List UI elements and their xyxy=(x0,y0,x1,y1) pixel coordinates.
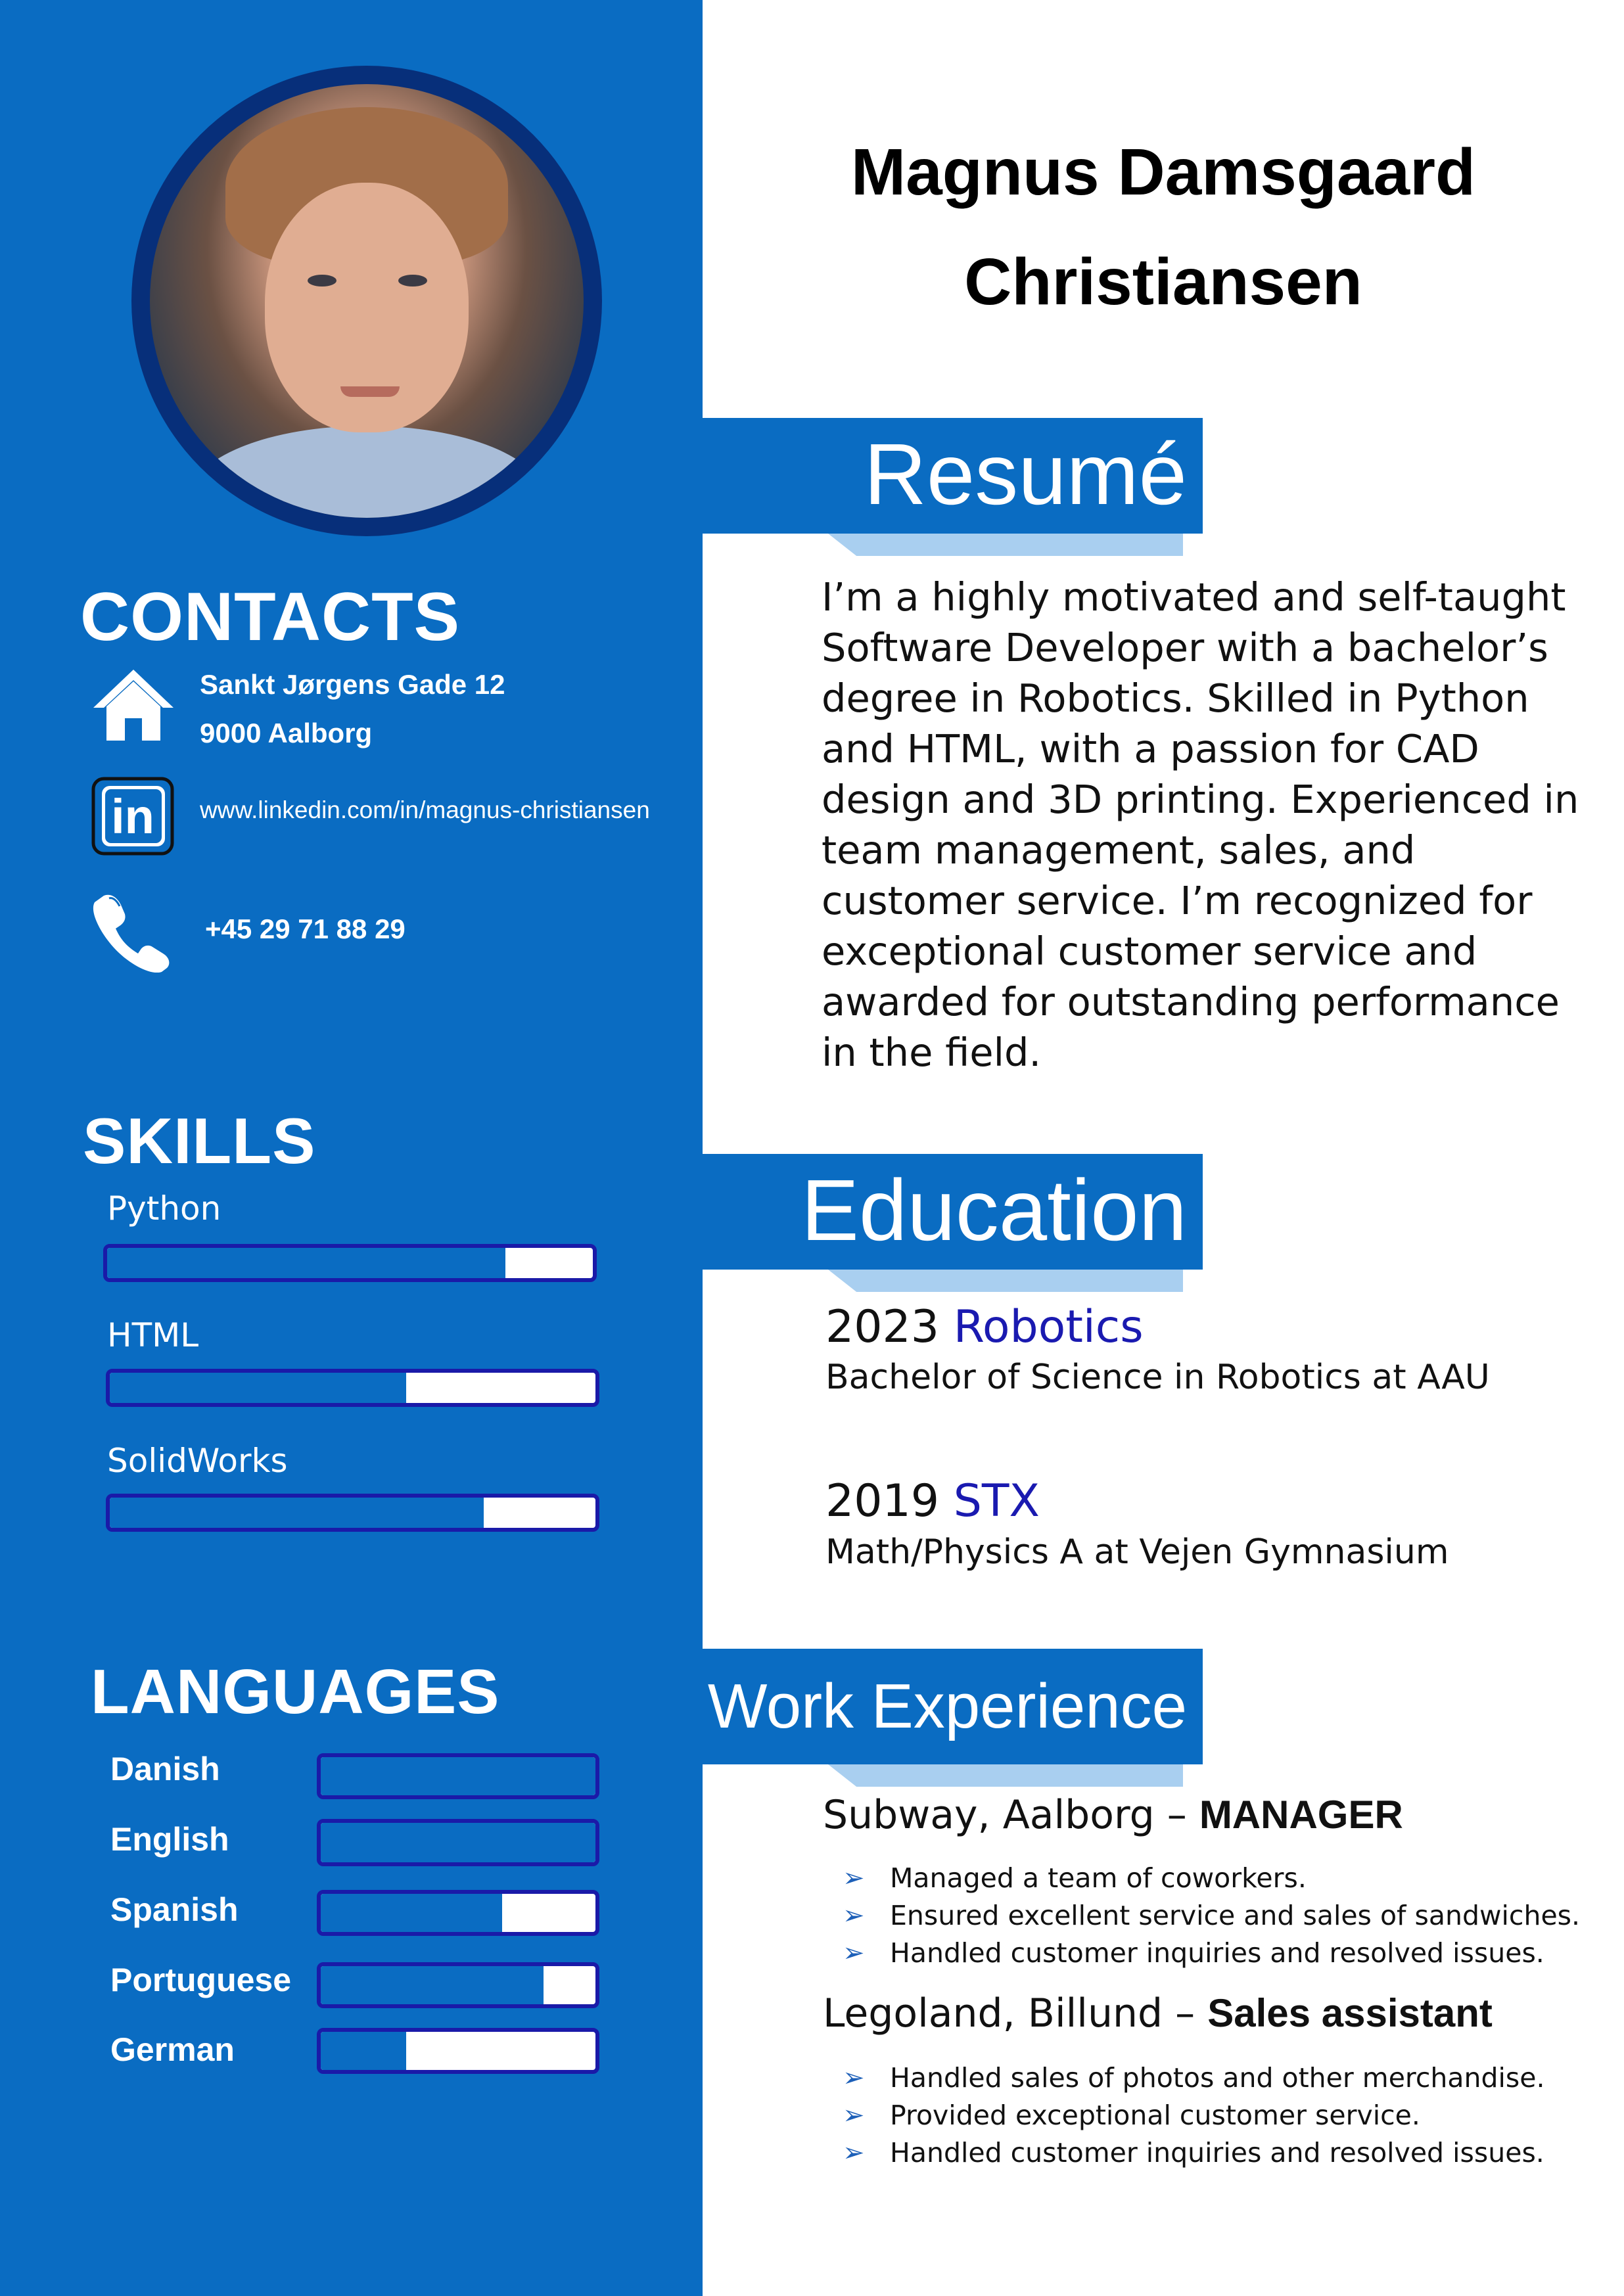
resume-tab-shadow xyxy=(828,534,1183,556)
language-label-danish: Danish xyxy=(110,1751,220,1787)
resume-line: and HTML, with a passion for CAD xyxy=(822,726,1479,771)
language-bar-english xyxy=(317,1819,599,1866)
education-detail-2: Math/Physics A at Vejen Gymnasium xyxy=(825,1532,1449,1572)
linkedin-icon[interactable] xyxy=(91,777,174,856)
education-entry-1 xyxy=(825,1295,1144,1360)
work-heading-text: Work Experience xyxy=(707,1671,1187,1741)
arrow-bullet-icon: ➢ xyxy=(843,1938,865,1968)
contacts-heading: CONTACTS xyxy=(80,579,461,655)
resume-heading-text: Resumé xyxy=(864,426,1187,522)
job-bullet: ➢ Provided exceptional customer service. xyxy=(843,2097,1618,2134)
job-bullet: ➢ Handled customer inquiries and resolved issues. xyxy=(843,2134,1618,2172)
address-line-2: 9000 Aalborg xyxy=(200,718,373,748)
education-title: STX xyxy=(953,1475,1040,1527)
arrow-bullet-icon: ➢ xyxy=(843,2063,865,2093)
skill-bar-fill xyxy=(110,1498,484,1528)
resume-summary xyxy=(822,572,1610,1078)
job-bullets-2 xyxy=(843,2059,1618,2172)
linkedin-url[interactable]: www.linkedin.com/in/magnus-christiansen xyxy=(200,796,650,823)
job-place: Legoland, Billund – xyxy=(823,1990,1195,2036)
job-bullet: ➢ Handled sales of photos and other merchandise. xyxy=(843,2059,1618,2097)
language-bar-fill xyxy=(321,1894,502,1932)
resume-line: degree in Robotics. Skilled in Python xyxy=(822,676,1529,721)
language-label-portuguese: Portuguese xyxy=(110,1962,292,1998)
resume-line: awarded for outstanding performance xyxy=(822,979,1560,1024)
language-bar-fill xyxy=(321,1757,595,1795)
resume-line: in the field. xyxy=(822,1030,1042,1075)
name-line-1: Magnus Damsgaard xyxy=(850,135,1476,209)
resume-line: customer service. I’m recognized for xyxy=(822,878,1533,923)
education-heading-text: Education xyxy=(800,1162,1187,1258)
phone-number: +45 29 71 88 29 xyxy=(205,913,406,944)
skill-bar-fill xyxy=(107,1248,505,1278)
education-entry-2 xyxy=(825,1469,1040,1534)
job-bullets-1 xyxy=(843,1860,1618,1972)
job-role: Sales assistant xyxy=(1207,1991,1493,2035)
language-bar-spanish xyxy=(317,1890,599,1936)
job-bullet: ➢ Managed a team of coworkers. xyxy=(843,1860,1618,1897)
job-place: Subway, Aalborg – xyxy=(823,1792,1187,1838)
languages-heading: LANGUAGES xyxy=(91,1657,500,1727)
resume-heading xyxy=(703,418,1203,534)
education-year: 2023 xyxy=(825,1301,940,1353)
education-title: Robotics xyxy=(953,1301,1144,1353)
work-heading xyxy=(703,1649,1203,1764)
education-year: 2019 xyxy=(825,1475,940,1527)
skill-bar-python xyxy=(103,1244,597,1282)
language-bar-fill xyxy=(321,2032,406,2070)
skill-label-solidworks: SolidWorks xyxy=(107,1442,288,1480)
skill-bar-solidworks xyxy=(106,1494,599,1532)
language-label-spanish: Spanish xyxy=(110,1891,239,1928)
home-icon xyxy=(91,667,176,743)
arrow-bullet-icon: ➢ xyxy=(843,1900,865,1931)
resume-line: exceptional customer service and xyxy=(822,929,1477,974)
profile-photo xyxy=(150,84,584,518)
job-title-2 xyxy=(823,1987,1493,2040)
svg-text:in: in xyxy=(111,789,154,844)
skill-bar-html xyxy=(106,1369,599,1407)
job-role: MANAGER xyxy=(1199,1793,1403,1837)
language-label-english: English xyxy=(110,1821,229,1858)
education-heading xyxy=(703,1154,1203,1270)
address-line-1: Sankt Jørgens Gade 12 xyxy=(200,669,505,700)
arrow-bullet-icon: ➢ xyxy=(843,1863,865,1893)
language-bar-fill xyxy=(321,1966,544,2004)
language-bar-portuguese xyxy=(317,1962,599,2008)
job-title-1 xyxy=(823,1789,1403,1841)
arrow-bullet-icon: ➢ xyxy=(843,2138,865,2168)
name-line-2: Christiansen xyxy=(964,245,1362,319)
skill-label-python: Python xyxy=(107,1189,221,1228)
job-bullet: ➢ Handled customer inquiries and resolved issues. xyxy=(843,1935,1618,1972)
job-bullet: ➢ Ensured excellent service and sales of sandwiches. xyxy=(843,1897,1618,1935)
language-bar-fill xyxy=(321,1823,595,1862)
resume-line: team management, sales, and xyxy=(822,827,1416,873)
arrow-bullet-icon: ➢ xyxy=(843,2100,865,2130)
work-tab-shadow xyxy=(828,1764,1183,1787)
phone-icon xyxy=(91,890,173,973)
education-tab-shadow xyxy=(828,1270,1183,1292)
resume-line: Software Developer with a bachelor’s xyxy=(822,625,1548,670)
education-detail-1: Bachelor of Science in Robotics at AAU xyxy=(825,1358,1490,1397)
language-bar-danish xyxy=(317,1753,599,1799)
language-bar-german xyxy=(317,2028,599,2074)
skills-heading: SKILLS xyxy=(83,1105,316,1177)
skill-bar-fill xyxy=(110,1373,406,1403)
resume-line: design and 3D printing. Experienced in xyxy=(822,777,1579,822)
resume-line: I’m a highly motivated and self-taught xyxy=(822,574,1566,620)
language-label-german: German xyxy=(110,2031,235,2068)
skill-label-html: HTML xyxy=(107,1316,199,1354)
